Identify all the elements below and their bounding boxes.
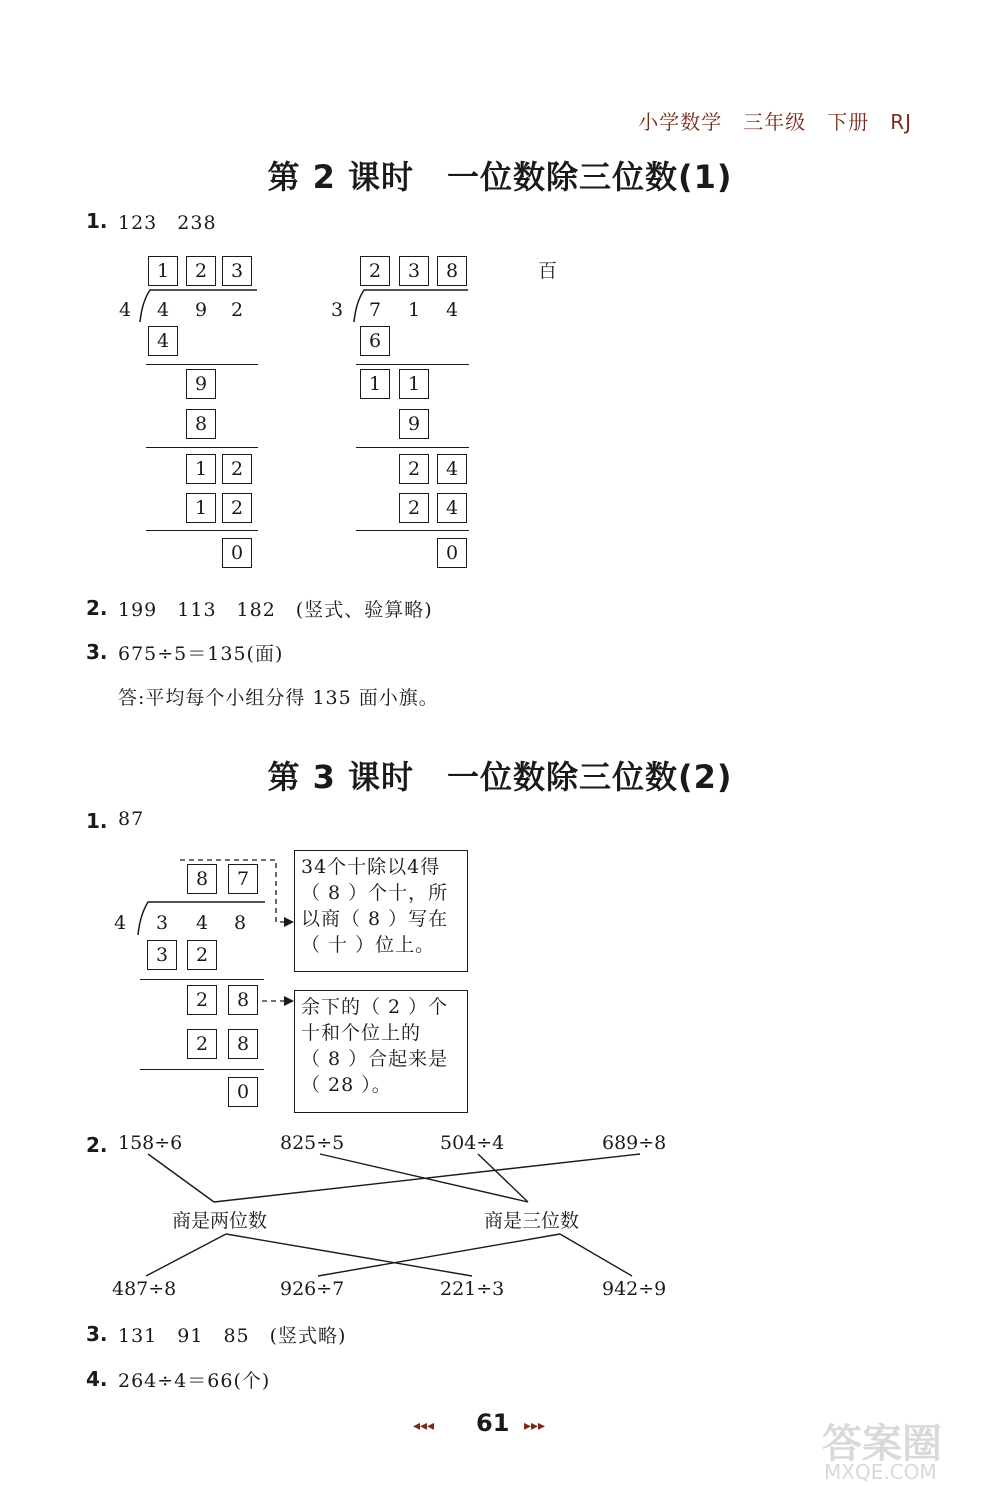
quotient-digit: 3 bbox=[399, 256, 429, 286]
l3-q1-number: 1. bbox=[86, 809, 108, 833]
bottom-expression: 942÷9 bbox=[602, 1278, 667, 1300]
arrow-head bbox=[284, 917, 294, 927]
l2-q1-number: 1. bbox=[86, 209, 108, 233]
l2-q3-number: 3. bbox=[86, 640, 108, 664]
dividend-digit: 7 bbox=[368, 299, 382, 321]
category-label: 商是三位数 bbox=[484, 1210, 580, 1232]
l3-q1-answer: 87 bbox=[118, 808, 145, 830]
top-expression: 158÷6 bbox=[118, 1132, 183, 1154]
step-digit: 2 bbox=[187, 940, 217, 970]
bottom-expression: 487÷8 bbox=[112, 1278, 177, 1300]
quotient-digit: 2 bbox=[186, 256, 216, 286]
quotient-digit: 8 bbox=[437, 256, 467, 286]
top-expression: 689÷8 bbox=[602, 1132, 667, 1154]
step-digit: 2 bbox=[222, 454, 252, 484]
watermark-logo: 答案圈 bbox=[822, 1421, 942, 1467]
note-line: （ 28 ）。 bbox=[301, 1074, 392, 1096]
quotient-digit: 2 bbox=[360, 256, 390, 286]
l2-q1-side-note: 百 bbox=[538, 260, 559, 282]
step-digit: 2 bbox=[187, 1029, 217, 1059]
division-bracket bbox=[138, 902, 265, 935]
step-digit: 9 bbox=[186, 369, 216, 399]
dividend-digit: 8 bbox=[233, 912, 247, 934]
step-digit: 2 bbox=[187, 985, 217, 1015]
step-digit: 0 bbox=[437, 538, 467, 568]
dividend-digit: 9 bbox=[194, 299, 208, 321]
divisor: 4 bbox=[113, 912, 127, 934]
l2-q1-answer: 123 238 bbox=[118, 212, 217, 234]
dashed-arrow bbox=[180, 860, 286, 922]
bottom-expression: 926÷7 bbox=[280, 1278, 345, 1300]
dividend-digit: 4 bbox=[195, 912, 209, 934]
step-digit: 2 bbox=[222, 493, 252, 523]
note-line: 十和个位上的 bbox=[301, 1022, 422, 1044]
dividend-digit: 4 bbox=[156, 299, 170, 321]
step-digit: 1 bbox=[399, 369, 429, 399]
lesson2-title: 第 2 课时 一位数除三位数(1) bbox=[267, 158, 733, 196]
lesson3-title: 第 3 课时 一位数除三位数(2) bbox=[267, 758, 733, 796]
matching-lines bbox=[146, 1154, 640, 1276]
l2-q2-number: 2. bbox=[86, 596, 108, 620]
arrow-head bbox=[284, 996, 294, 1006]
top-expression: 504÷4 bbox=[440, 1132, 505, 1154]
l3-q4-text: 264÷4＝66(个) bbox=[118, 1370, 271, 1392]
prev-page-arrows: ◂◂◂ bbox=[413, 1418, 435, 1434]
l3-q3-text: 131 91 85 (竖式略) bbox=[118, 1325, 347, 1347]
quotient-digit: 8 bbox=[187, 864, 217, 894]
l2-q3-equation: 675÷5＝135(面) bbox=[118, 643, 284, 665]
note-line: 以商（ 8 ）写在 bbox=[301, 908, 449, 930]
step-digit: 6 bbox=[360, 326, 390, 356]
dividend-digit: 3 bbox=[155, 912, 169, 934]
step-digit: 8 bbox=[228, 985, 258, 1015]
quotient-digit: 7 bbox=[228, 864, 258, 894]
division-bracket bbox=[354, 290, 468, 322]
book-header: 小学数学 三年级 下册 RJ bbox=[638, 110, 912, 134]
top-expression: 825÷5 bbox=[280, 1132, 345, 1154]
step-digit: 3 bbox=[147, 940, 177, 970]
step-digit: 2 bbox=[399, 493, 429, 523]
step-digit: 8 bbox=[228, 1029, 258, 1059]
quotient-digit: 1 bbox=[148, 256, 178, 286]
category-label: 商是两位数 bbox=[172, 1210, 268, 1232]
note-line: 余下的（ 2 ）个 bbox=[301, 996, 449, 1018]
quotient-digit: 3 bbox=[222, 256, 252, 286]
next-page-arrows: ▸▸▸ bbox=[524, 1418, 546, 1434]
note-line: （ 十 ）位上。 bbox=[301, 934, 436, 956]
step-digit: 0 bbox=[222, 538, 252, 568]
step-digit: 1 bbox=[186, 493, 216, 523]
l3-q3-number: 3. bbox=[86, 1322, 108, 1346]
step-digit: 1 bbox=[186, 454, 216, 484]
watermark-url: MXQE.COM bbox=[824, 1460, 937, 1484]
step-digit: 0 bbox=[228, 1077, 258, 1107]
note-line: （ 8 ）个十，所 bbox=[301, 882, 449, 904]
note-line: 34个十除以4得 bbox=[301, 856, 441, 878]
note-line: （ 8 ）合起来是 bbox=[301, 1048, 449, 1070]
page-number: 61 bbox=[476, 1409, 510, 1437]
step-digit: 9 bbox=[399, 409, 429, 439]
dividend-digit: 1 bbox=[407, 299, 421, 321]
step-digit: 4 bbox=[148, 326, 178, 356]
divisor: 4 bbox=[118, 299, 132, 321]
step-digit: 2 bbox=[399, 454, 429, 484]
l3-q4-number: 4. bbox=[86, 1367, 108, 1391]
l2-q3-answer: 答:平均每个小组分得 135 面小旗。 bbox=[118, 687, 439, 709]
divisor: 3 bbox=[330, 299, 344, 321]
l3-q2-number: 2. bbox=[86, 1133, 108, 1157]
dividend-digit: 2 bbox=[230, 299, 244, 321]
dividend-digit: 4 bbox=[445, 299, 459, 321]
bottom-expression: 221÷3 bbox=[440, 1278, 505, 1300]
step-digit: 4 bbox=[437, 454, 467, 484]
step-digit: 8 bbox=[186, 409, 216, 439]
step-digit: 4 bbox=[437, 493, 467, 523]
step-digit: 1 bbox=[360, 369, 390, 399]
l2-q2-text: 199 113 182 (竖式、验算略) bbox=[118, 599, 433, 621]
division-bracket bbox=[140, 290, 257, 322]
